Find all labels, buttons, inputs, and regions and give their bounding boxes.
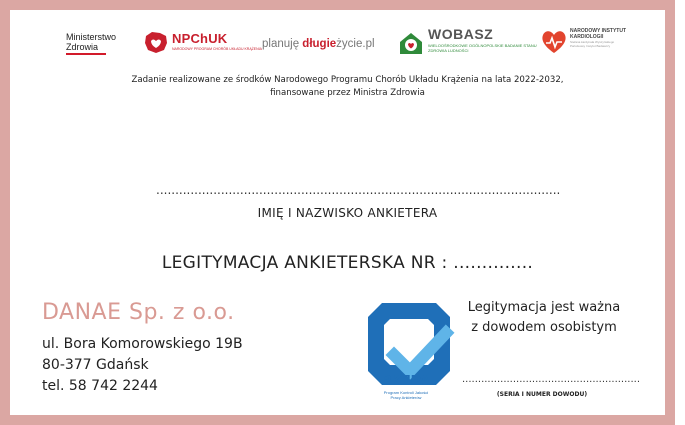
- pkjpa-logo: [364, 299, 454, 407]
- pkjpa-name: PKJPA: [381, 372, 431, 389]
- id-number-label: (SERIA I NUMER DOWODU): [496, 391, 588, 398]
- funding-statement: [10, 74, 685, 100]
- heart-pulse-icon: [540, 28, 568, 56]
- planuje-suffix: życie.pl: [336, 38, 375, 50]
- planuje-highlight: długie: [302, 38, 337, 50]
- pkjpa-subtitle-2: Pracy Ankieterów: [390, 395, 422, 400]
- validity-line-1: Legitymacja jest ważna: [467, 300, 621, 315]
- ministry-name-line2: Zdrowia: [66, 42, 99, 52]
- validity-note: [454, 298, 634, 338]
- funding-line-1: Zadanie realizowane ze środków Narodowego Programu Chorób Układu Krążenia na lata 2022-2032,: [131, 75, 564, 85]
- company-name: DANAE Sp. z o.o.: [42, 300, 235, 325]
- id-number-dotted-line: ........................................................: [462, 374, 641, 385]
- name-label: IMIĘ I NAZWISKO ANKIETERA: [257, 206, 438, 220]
- npchuk-subtitle: NARODOWY PROGRAM CHORÓB UKŁADU KRĄŻENIA: [172, 47, 262, 51]
- company-phone: tel. 58 742 2244: [42, 378, 158, 394]
- name-dotted-line: ..........................................................................................................: [156, 183, 561, 197]
- validity-line-2: z dowodem osobistym: [471, 320, 617, 335]
- company-city: 80-377 Gdańsk: [42, 357, 149, 373]
- company-address: ul. Bora Komorowskiego 19B: [42, 336, 243, 352]
- planuje-prefix: planuję: [262, 38, 303, 50]
- card-title: LEGITYMACJA ANKIETERSKA NR : ..............: [161, 253, 534, 273]
- partner-logos: [10, 24, 665, 68]
- wobasz-heart-house-icon: [398, 30, 424, 56]
- pkjpa-subtitle-1: Program Kontroli Jakości: [383, 390, 429, 395]
- npchuk-name: NPChUK: [172, 31, 228, 46]
- ministry-name-line1: Ministerstwo: [66, 32, 117, 42]
- ministry-flag-bar: [66, 53, 106, 55]
- nik-name: NARODOWY INSTYTUT KARDIOLOGII: [570, 28, 627, 40]
- ministry-of-health-logo: [66, 32, 116, 76]
- wobasz-name: WOBASZ: [428, 26, 494, 42]
- nik-subtitle: Stefana kardynała Wyszyńskiego Państwowy Instytut Badawczy: [570, 40, 615, 48]
- wobasz-subtitle: WIELOOŚRODKOWE OGÓLNOPOLSKIE BADANIE STANU ZDROWIA LUDNOŚCI: [428, 43, 537, 53]
- poland-map-icon: [142, 28, 170, 56]
- funding-line-2: finansowane przez Ministra Zdrowia: [270, 88, 425, 98]
